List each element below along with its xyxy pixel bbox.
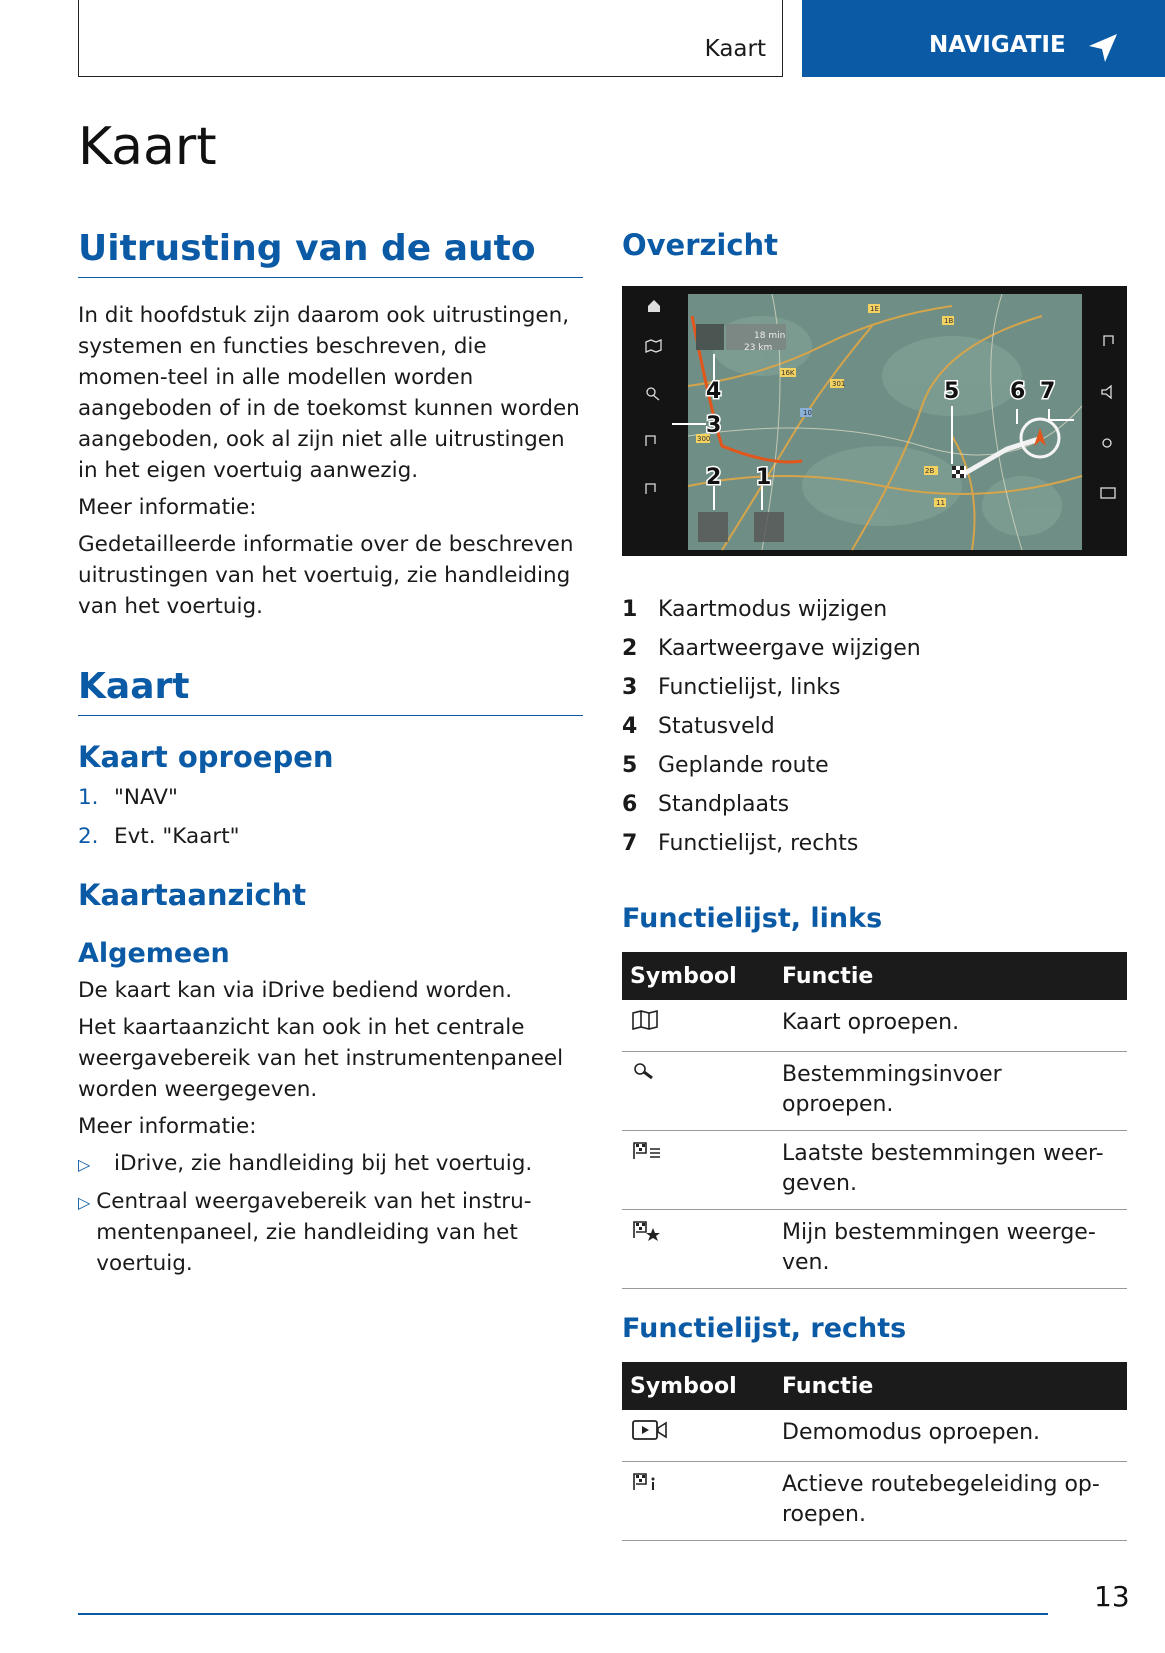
- callout-6: 6: [1010, 379, 1026, 404]
- legend-item: [622, 746, 1127, 785]
- legend-text: Standplaats: [658, 792, 790, 817]
- callout-1: 1: [756, 465, 772, 490]
- heading-kaartaanzicht: Kaartaanzicht: [78, 878, 307, 912]
- road-label: 1E: [870, 305, 879, 313]
- road-label: 16K: [781, 369, 795, 377]
- callout-3: 3: [706, 413, 722, 438]
- search-icon: [630, 1060, 664, 1084]
- legend-item: [622, 824, 1127, 863]
- heading-functielijst-links: Functielijst, links: [622, 903, 883, 934]
- right-column: [622, 228, 1127, 1541]
- function-text: Kaart oproepen.: [774, 1000, 1127, 1052]
- status-time-text: 18 min: [754, 331, 786, 341]
- paragraph: Het kaartaanzicht kan ook in het centrale weergavebereik van het instrumentenpaneel worden weergegeven.: [78, 1015, 564, 1102]
- function-text: Mijn bestemmingen weerge-ven.: [774, 1210, 1127, 1289]
- list-item: [78, 821, 583, 852]
- legend-item: [622, 785, 1127, 824]
- column-header-function: Functie: [774, 1362, 1127, 1410]
- flag-info-icon: [630, 1470, 664, 1494]
- function-text: Bestemmingsinvoer oproepen.: [774, 1052, 1127, 1131]
- heading-functielijst-rechts: Functielijst, rechts: [622, 1313, 907, 1344]
- heading-overzicht: Overzicht: [622, 228, 779, 262]
- bullet-triangle-icon: ▷: [78, 1193, 91, 1212]
- road-label: 300: [697, 435, 711, 443]
- functielijst-rechts-table: [622, 1362, 1127, 1541]
- map-screenshot: [622, 286, 1127, 556]
- road-label: 11: [936, 499, 945, 507]
- header-box: [78, 0, 783, 77]
- footer-rule: [78, 1613, 1048, 1615]
- column-header-function: Functie: [774, 952, 1127, 1000]
- heading-algemeen: Algemeen: [78, 938, 230, 969]
- video-camera-icon: [630, 1418, 670, 1442]
- function-text: Demomodus oproepen.: [774, 1410, 1127, 1462]
- navigation-arrow-icon: [1085, 30, 1121, 66]
- legend-text: Functielijst, links: [658, 675, 841, 700]
- callout-7: 7: [1040, 379, 1056, 404]
- table-row: [622, 1410, 1127, 1462]
- legend-number: 4: [622, 714, 638, 739]
- header-section-label: Kaart: [704, 36, 766, 62]
- table-row: [622, 1052, 1127, 1131]
- flag-list-icon: [630, 1139, 664, 1163]
- function-text: Laatste bestemmingen weer-geven.: [774, 1131, 1127, 1210]
- legend-text: Kaartweergave wijzigen: [658, 636, 921, 661]
- table-row: [622, 1210, 1127, 1289]
- legend-item: [622, 707, 1127, 746]
- legend-item: [622, 590, 1127, 629]
- legend-number: 5: [622, 753, 638, 778]
- legend-number: 2: [622, 636, 638, 661]
- legend-number: 7: [622, 831, 638, 856]
- map-icon: [630, 1008, 664, 1032]
- road-label: 1B: [944, 317, 954, 325]
- legend-text: Geplande route: [658, 753, 829, 778]
- flag-star-icon: [630, 1218, 664, 1242]
- legend-number: 6: [622, 792, 638, 817]
- left-column: [78, 228, 583, 1279]
- heading-uitrusting: Uitrusting van de auto: [78, 228, 583, 278]
- page-title: Kaart: [78, 117, 217, 177]
- bullet-triangle-icon: ▷: [78, 1155, 91, 1174]
- heading-kaart: Kaart: [78, 666, 583, 716]
- step-text: "NAV": [114, 785, 178, 810]
- map-screenshot-image: [622, 286, 1127, 556]
- list-item: [78, 1186, 583, 1279]
- bullet-text: iDrive, zie handleiding bij het voertuig.: [114, 1151, 533, 1176]
- road-label: 10: [803, 409, 812, 417]
- callout-4: 4: [706, 379, 722, 404]
- column-header-symbol: Symbool: [622, 952, 774, 1000]
- paragraph: De kaart kan via iDrive bediend worden.: [78, 978, 513, 1003]
- legend-list: [622, 590, 1127, 863]
- column-header-symbol: Symbool: [622, 1362, 774, 1410]
- legend-text: Kaartmodus wijzigen: [658, 597, 888, 622]
- callout-2: 2: [706, 465, 722, 490]
- function-text: Actieve routebegeleiding op-roepen.: [774, 1462, 1127, 1541]
- legend-item: [622, 668, 1127, 707]
- road-label: 2B: [925, 467, 935, 475]
- page-number: 13: [1094, 1580, 1130, 1613]
- step-number: 1.: [78, 785, 99, 810]
- table-row: [622, 1131, 1127, 1210]
- step-text: Evt. "Kaart": [114, 824, 240, 849]
- table-row: [622, 1000, 1127, 1052]
- paragraph: Meer informatie:: [78, 495, 257, 520]
- table-row: [622, 1462, 1127, 1541]
- paragraph: Meer informatie:: [78, 1114, 257, 1139]
- functielijst-links-table: [622, 952, 1127, 1289]
- heading-kaart-oproepen: Kaart oproepen: [78, 740, 334, 774]
- paragraph: Gedetailleerde informatie over de beschreven uitrustingen van het voertuig, zie handleiding van het voertuig.: [78, 532, 574, 619]
- paragraph: In dit hoofdstuk zijn daarom ook uitrustingen, systemen en functies beschreven, die momen-teel in alle modellen worden aangeboden of in de toekomst kunnen worden aangeboden, ook al zijn niet alle uitrustingen in het eigen voertuig aanwezig.: [78, 303, 580, 483]
- callout-5: 5: [944, 379, 960, 404]
- header-chapter-label: NAVIGATIE: [929, 32, 1066, 58]
- step-number: 2.: [78, 824, 99, 849]
- legend-text: Functielijst, rechts: [658, 831, 859, 856]
- bullet-text: Centraal weergavebereik van het instru-mentenpaneel, zie handleiding van het voertuig.: [96, 1189, 532, 1276]
- legend-item: [622, 629, 1127, 668]
- legend-number: 3: [622, 675, 638, 700]
- status-distance-text: 23 km: [744, 343, 773, 353]
- list-item: [78, 782, 583, 813]
- road-label: 301: [832, 380, 846, 388]
- list-item: [78, 1148, 583, 1180]
- legend-number: 1: [622, 597, 638, 622]
- header-chapter-tab: [802, 0, 1165, 77]
- legend-text: Statusveld: [658, 714, 775, 739]
